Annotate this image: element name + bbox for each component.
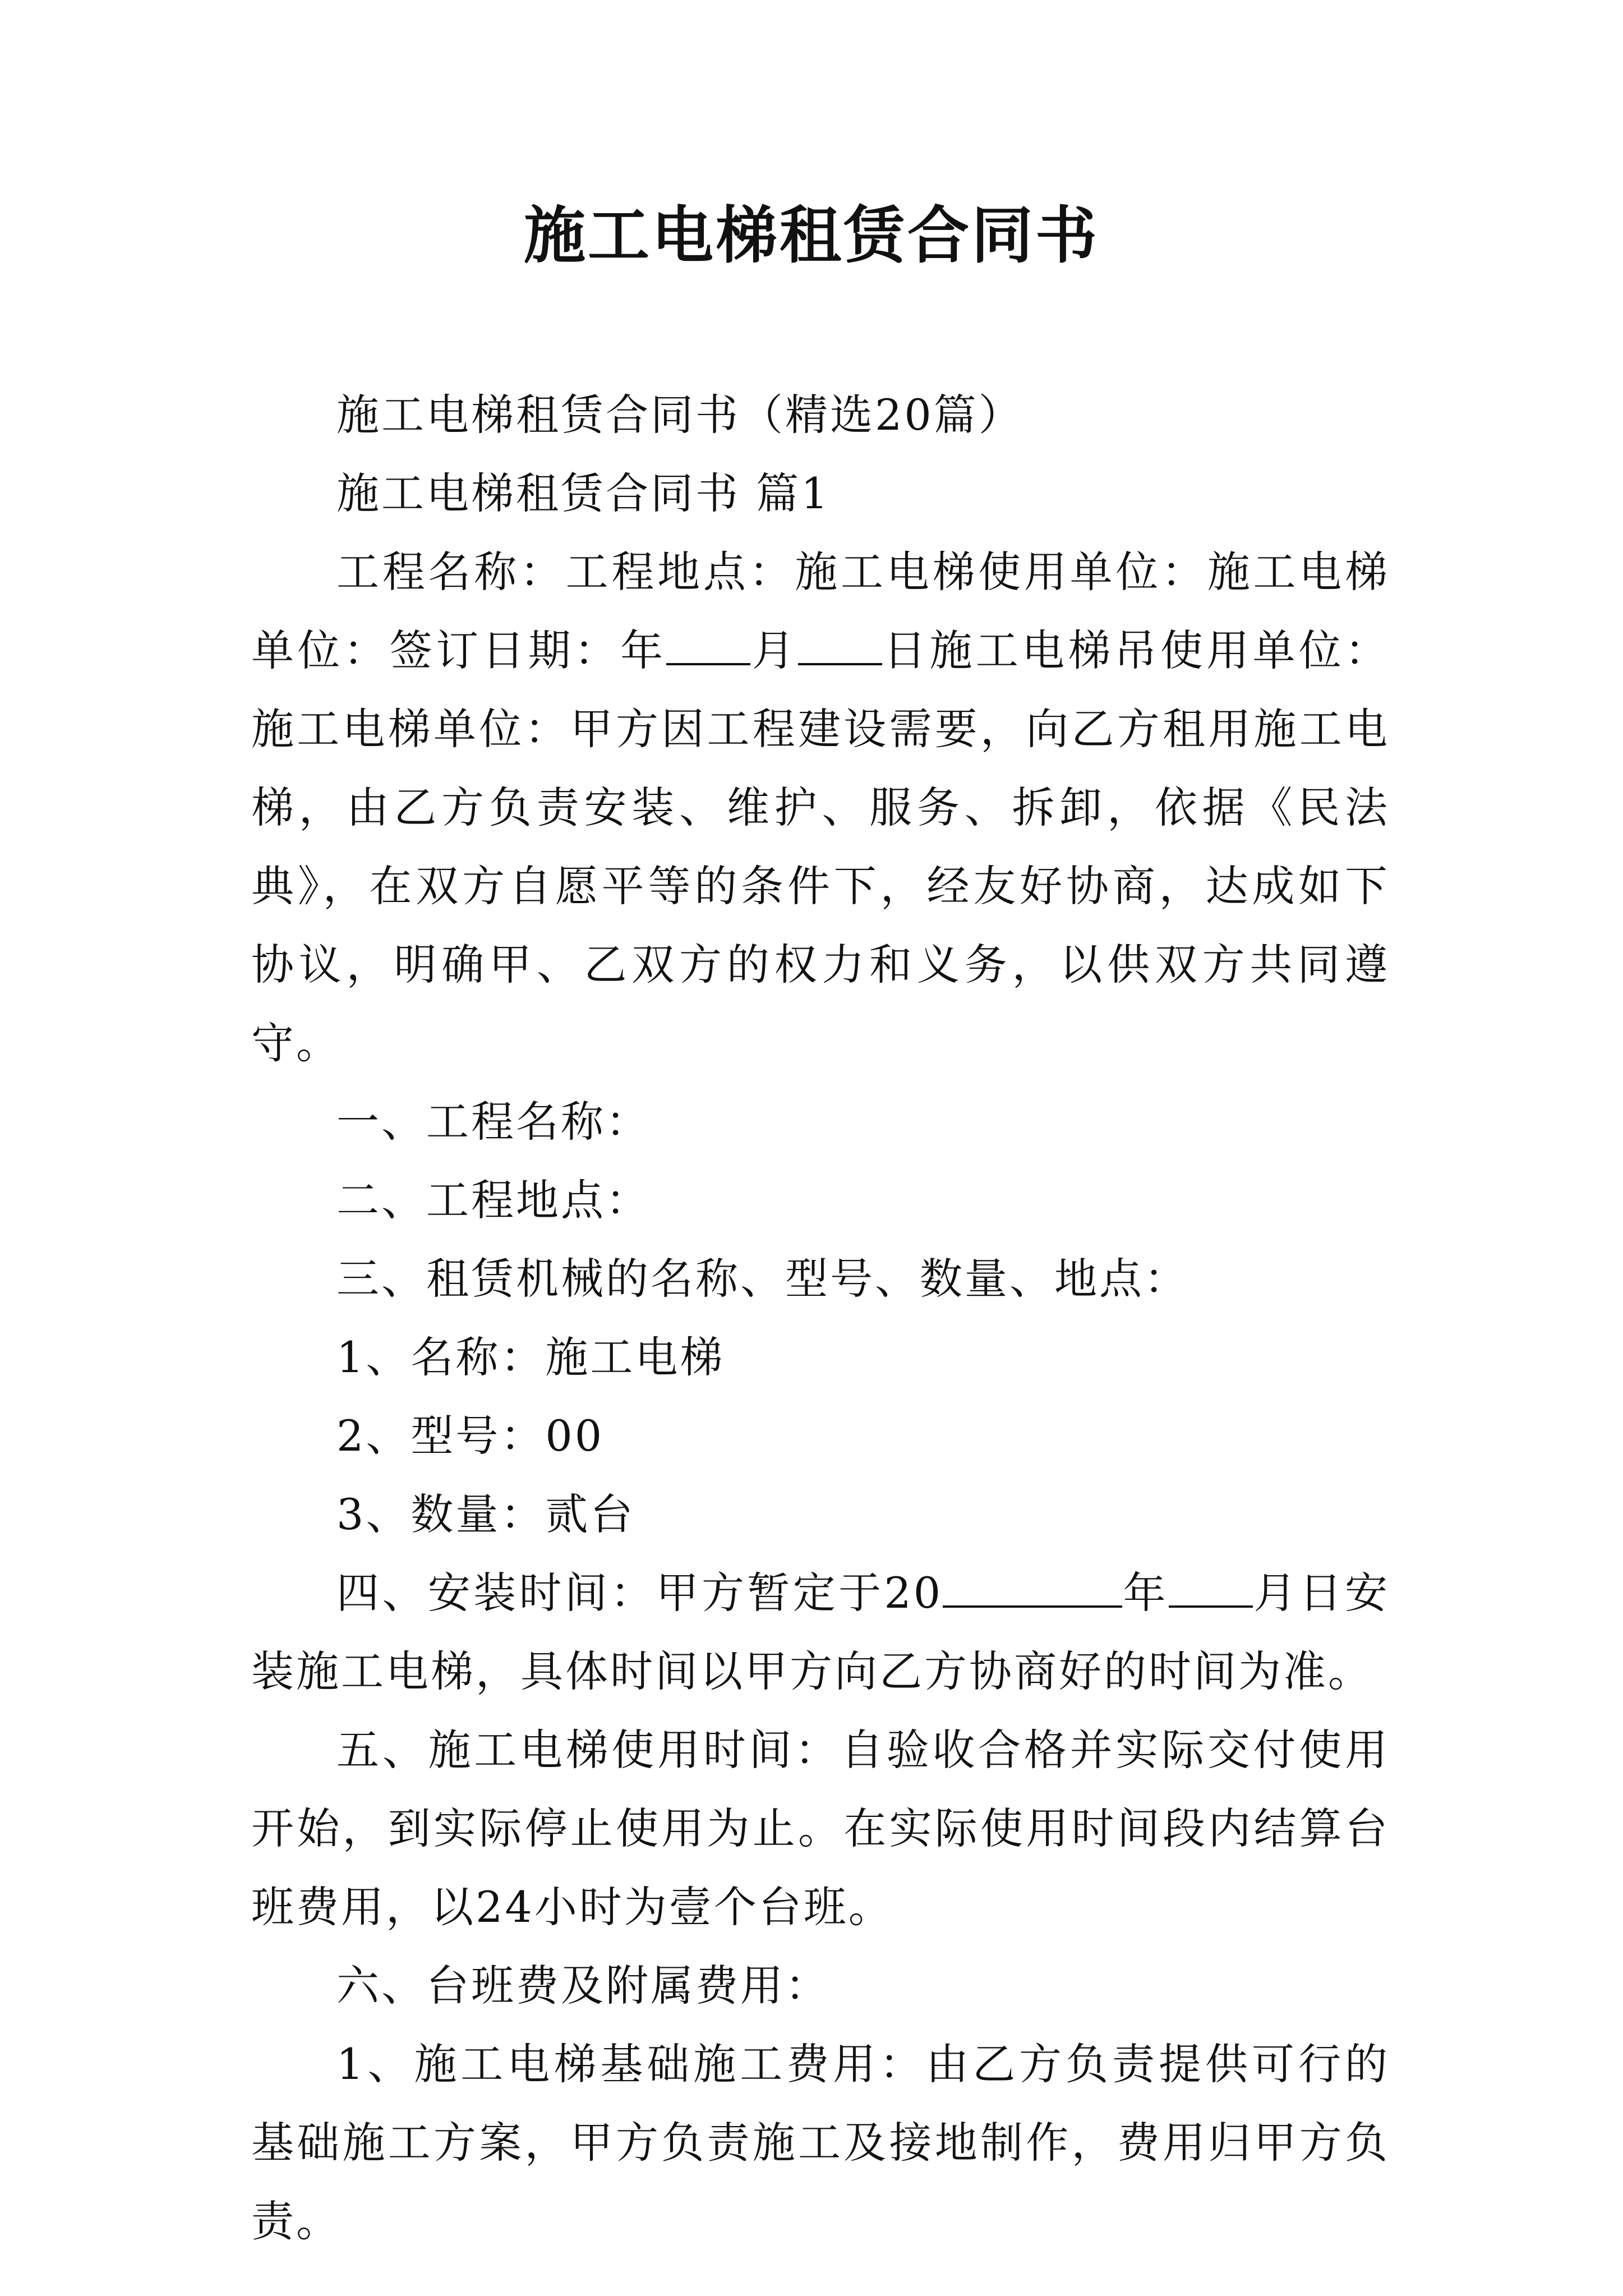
section-heading: 施工电梯租赁合同书 篇1 bbox=[336, 468, 831, 518]
intro-text-2: 月 bbox=[750, 625, 799, 675]
clause-install-time bbox=[251, 1554, 1390, 1711]
install-text-3: 月日安装施工电梯，具体时间以甲方向乙方协商好的时间为准。 bbox=[251, 1568, 1390, 1696]
fee-foundation: 1、施工电梯基础施工费用：由乙方负责提供可行的基础施工方案，甲方负责施工及接地制作，费用归甲方负责。 bbox=[251, 2039, 1390, 2246]
document-title: 施工电梯租赁合同书 bbox=[524, 199, 1099, 272]
clause-machinery: 三、租赁机械的名称、型号、数量、地点： bbox=[336, 1254, 1189, 1304]
subtitle: 施工电梯租赁合同书（精选20篇） bbox=[336, 390, 1023, 440]
install-month-blank bbox=[1169, 1565, 1253, 1608]
day-blank bbox=[798, 623, 882, 665]
machinery-quantity: 3、数量：贰台 bbox=[336, 1489, 635, 1539]
clause-usage-time: 五、施工电梯使用时间：自验收合格并实际交付使用开始，到实际停止使用为止。在实际使用时间段内结算台班费用，以24小时为壹个台班。 bbox=[251, 1725, 1390, 1932]
clause-project-location: 二、工程地点： bbox=[336, 1175, 651, 1225]
intro-paragraph bbox=[251, 533, 1390, 1083]
month-blank bbox=[666, 623, 750, 665]
intro-text-1: 工程名称：工程地点：施工电梯使用单位：施工电梯单位：签订日期：年 bbox=[251, 547, 1390, 675]
year-blank bbox=[943, 1565, 1122, 1608]
install-text-2: 年 bbox=[1122, 1568, 1169, 1618]
clause-project-name: 一、工程名称： bbox=[336, 1097, 651, 1147]
document-body bbox=[251, 376, 1390, 2261]
install-text-1: 四、安装时间：甲方暂定于20 bbox=[336, 1568, 943, 1618]
machinery-name: 1、名称：施工电梯 bbox=[336, 1332, 725, 1382]
machinery-model: 2、型号：00 bbox=[336, 1411, 605, 1461]
clause-fees: 六、台班费及附属费用： bbox=[336, 1961, 830, 2010]
intro-text-3: 日施工电梯吊使用单位：施工电梯单位：甲方因工程建设需要，向乙方租用施工电梯，由乙方负责安装、维护、服务、拆卸，依据《民法典》，在双方自愿平等的条件下，经友好协商，达成如下协议，明确甲、乙双方的权力和义务，以供双方共同遵守。 bbox=[251, 625, 1390, 1068]
